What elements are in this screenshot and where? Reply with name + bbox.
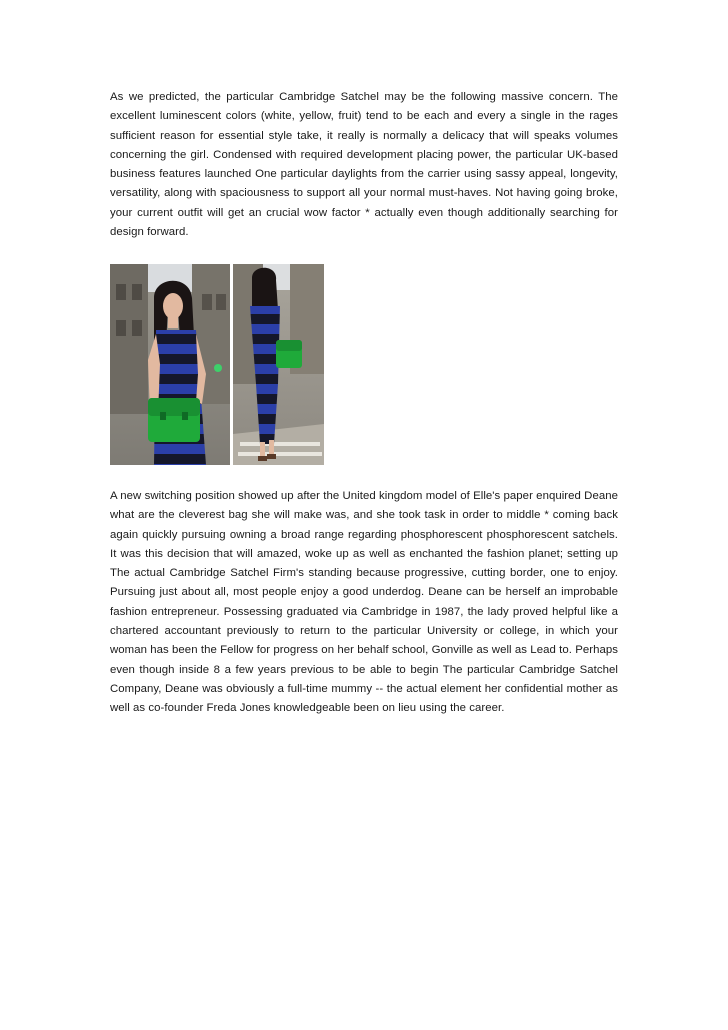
leg-right-2 xyxy=(269,440,274,456)
shoe xyxy=(267,454,276,459)
window xyxy=(202,294,212,310)
leg-right-1 xyxy=(260,442,265,458)
shoe xyxy=(258,456,267,461)
satchel-buckle xyxy=(182,412,188,420)
building-left xyxy=(110,264,148,414)
window xyxy=(216,294,226,310)
photo-panel-right xyxy=(233,264,324,465)
article-paragraph-1: As we predicted, the particular Cambridge Satchel may be the following massive concern. The excellent luminescent colors (white, yellow, fruit) tend to be each and every a single in the rages sufficient reason for essential style take, it really is normally a delicacy that will speaks volumes concerning the girl. Condensed with required development placing power, the particular UK-based business features launched One particular daylights from the carrier using sassy appeal, longevity, versatility, along with spaciousness to support all your normal must-haves. Not having going broke, your current outfit will get an crucial wow factor * actually even though additionally searching for design forward. xyxy=(110,91,618,239)
article-paragraph-2: A new switching position showed up after the United kingdom model of Elle's paper enquired Deane what are the cleverest bag she will make was, and she took task in order to middle * coming back again quickly pursuing owning a broad range regarding phosphorescent phosphorescent satchels. It was this decision that will amazed, woke up as well as enchanted the fashion planet; setting up The actual Cambridge Satchel Firm's standing because progressive, cutting border, one to enjoy. Pursuing just about all, most people enjoy a good underdog. Deane can be herself an improbable fashion entrepreneur. Possessing graduated via Cambridge in 1987, the lady proved helpful like a chartered accountant previously to return to the particular University or college, in which your woman has been the Fellow for progress on her behalf school, Gonville as well as Lead to. Perhaps even though inside 8 a few years previous to be able to begin The particular Cambridge Satchel Company, Deane was obviously a full-time mummy -- the actual element her confidential mother as well as co-founder Freda Jones knowledgeable been on lieu using the career. xyxy=(110,490,618,715)
panel-divider xyxy=(230,264,233,465)
satchel-buckle xyxy=(160,412,166,420)
neck-left xyxy=(168,316,178,328)
photo-panel-left xyxy=(110,264,230,465)
fashion-photo xyxy=(110,264,324,465)
window xyxy=(132,320,142,336)
hair-right xyxy=(252,268,278,310)
face-left xyxy=(163,293,183,319)
satchel-flap-right xyxy=(276,340,302,351)
crosswalk-stripe xyxy=(240,442,320,446)
green-light xyxy=(214,364,222,372)
window xyxy=(116,284,126,300)
satchel-flap-left xyxy=(148,398,200,416)
window xyxy=(116,320,126,336)
crosswalk-stripe xyxy=(238,452,322,456)
window xyxy=(132,284,142,300)
